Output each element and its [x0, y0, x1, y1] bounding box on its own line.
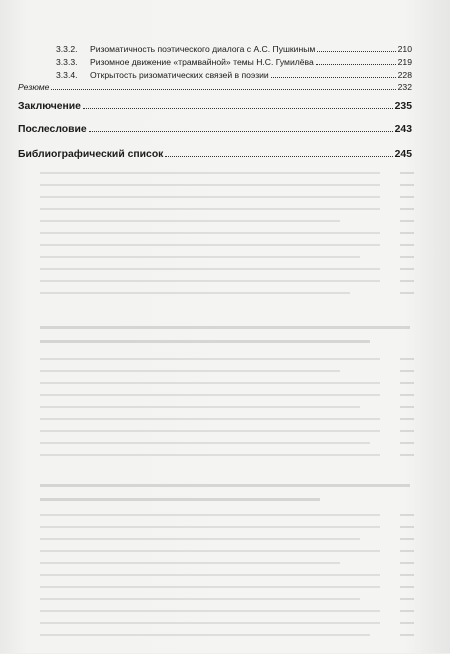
toc-entry-number: 3.3.2.	[56, 44, 78, 54]
toc-entry-title: Ризомное движение «трамвайной» темы Н.С. Гумилёва	[90, 57, 314, 67]
toc-entry-page: 245	[394, 149, 412, 160]
toc-entry-page: 228	[397, 70, 412, 80]
leader-dots	[271, 77, 396, 78]
toc-entry-page: 235	[394, 101, 412, 112]
toc-entry-title: Открытость ризоматических связей в поэзии	[90, 70, 269, 80]
toc-entry-page: 210	[397, 44, 412, 54]
toc-entry-title: Резюме	[18, 82, 50, 92]
leader-dots	[83, 108, 393, 109]
leader-dots	[165, 156, 392, 157]
toc-entry-title: Библиографический список	[18, 149, 164, 160]
leader-dots	[316, 64, 396, 65]
toc-entry-afterword	[18, 124, 412, 135]
toc-entry-3-3-3	[56, 57, 412, 68]
toc-entry-title: Послесловие	[18, 124, 87, 135]
toc-entry-title: Ризоматичность поэтического диалога с А.С. Пушкиным	[90, 44, 316, 54]
toc-entry-resume	[18, 82, 412, 93]
toc-entry-page: 219	[397, 57, 412, 67]
toc-entry-page: 232	[397, 82, 412, 92]
leader-dots	[89, 131, 393, 132]
toc-entry-bibliography	[18, 149, 412, 160]
toc-entry-conclusion	[18, 101, 412, 112]
toc-entry-number: 3.3.3.	[56, 57, 78, 67]
leader-dots	[317, 51, 395, 52]
toc-entry-page: 243	[394, 124, 412, 135]
toc-entry-3-3-2	[56, 44, 412, 55]
toc-entry-3-3-4	[56, 70, 412, 81]
toc-entry-number: 3.3.4.	[56, 70, 78, 80]
toc-entry-title: Заключение	[18, 101, 81, 112]
leader-dots	[51, 89, 395, 90]
